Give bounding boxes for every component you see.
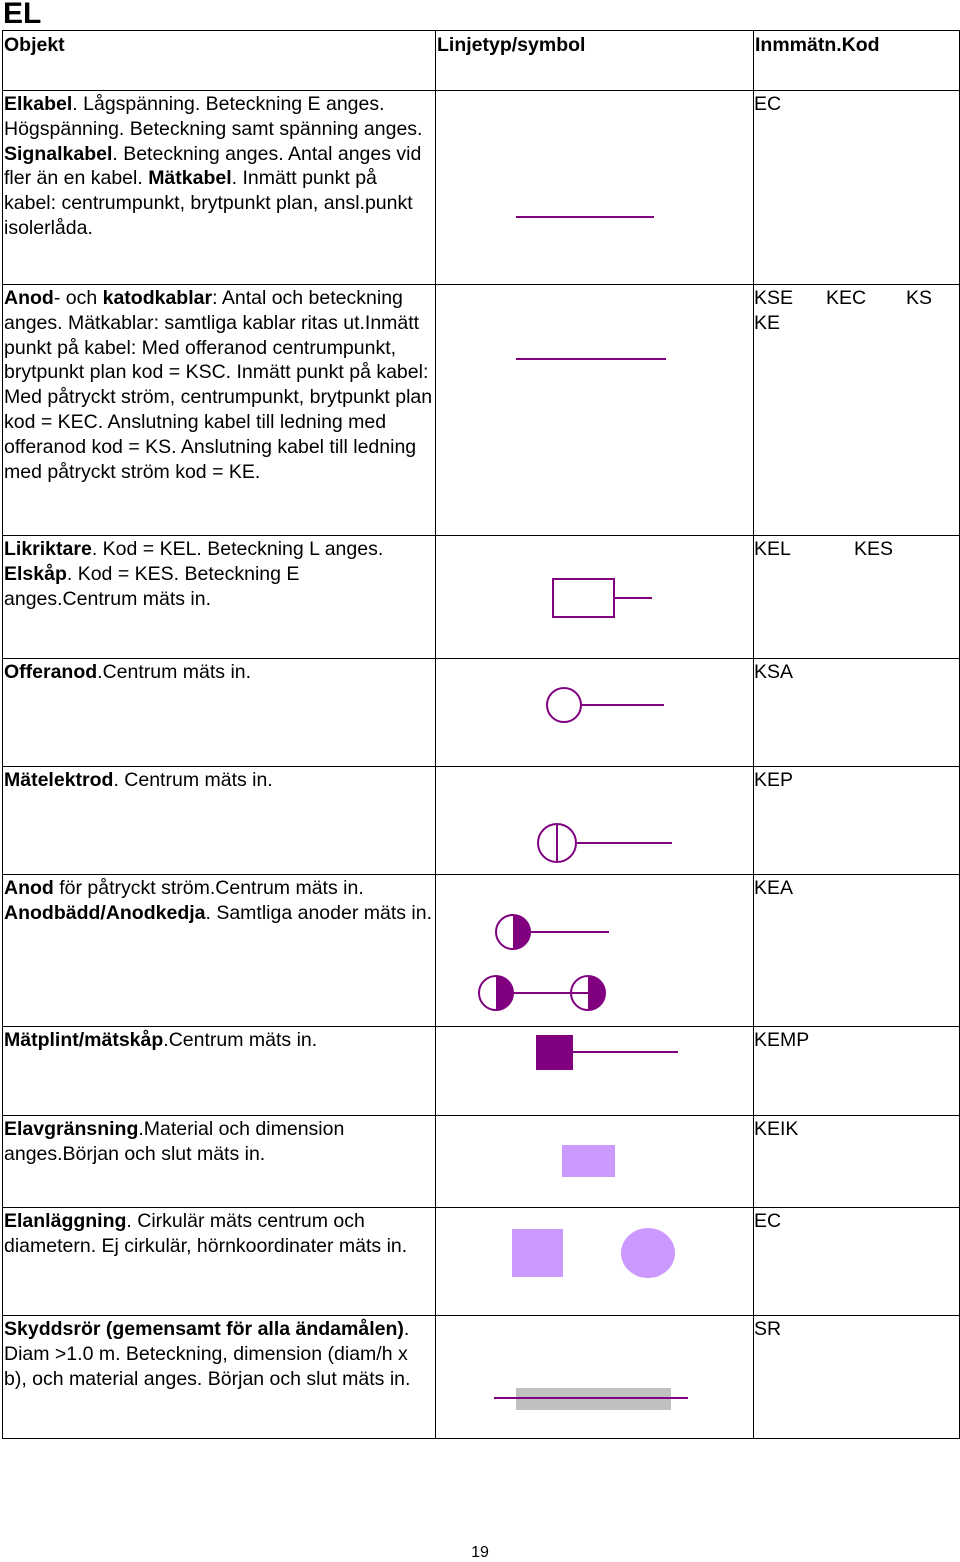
measurement-code: KS bbox=[906, 287, 933, 309]
row-matplint bbox=[3, 1027, 960, 1116]
sacrificial-anode-symbol bbox=[436, 659, 753, 767]
header-object: Objekt bbox=[3, 31, 436, 91]
anode-symbols bbox=[436, 875, 753, 1027]
measurement-code: KEL bbox=[754, 538, 791, 560]
object-name: Anod bbox=[4, 287, 54, 309]
object-name: Elskåp bbox=[4, 562, 67, 585]
symbol-cell bbox=[436, 659, 754, 767]
header-row bbox=[3, 31, 960, 91]
code-cell bbox=[754, 767, 960, 875]
electrical-boundary-symbol bbox=[436, 1116, 753, 1208]
anode-symbol bbox=[496, 915, 609, 949]
object-name: Elavgränsning bbox=[4, 1118, 139, 1140]
symbol-cell bbox=[436, 91, 754, 285]
object-description: Mätplint/mätskåp.Centrum mäts in. bbox=[3, 1027, 436, 1116]
object-name: Likriktare bbox=[4, 538, 92, 560]
row-matelektrod bbox=[3, 767, 960, 875]
object-description: Likriktare. Kod = KEL. Beteckning L anges. Elskåp. Kod = KES. Beteckning E anges.Centrum mäts in. bbox=[3, 536, 436, 659]
measurement-code: EC bbox=[754, 1210, 782, 1232]
measurement-code: KE bbox=[754, 311, 781, 334]
object-name: Anodbädd/Anodkedja bbox=[4, 901, 206, 924]
row-likriktare bbox=[3, 536, 960, 659]
row-elavgransning bbox=[3, 1116, 960, 1208]
object-name: Signalkabel bbox=[4, 142, 113, 165]
object-name: Mätplint/mätskåp bbox=[4, 1029, 164, 1051]
code-cell bbox=[754, 875, 960, 1027]
measurement-code: KES bbox=[854, 538, 894, 560]
measurement-code: KEIK bbox=[754, 1118, 799, 1140]
object-description: Mätelektrod. Centrum mäts in. bbox=[3, 767, 436, 875]
code-cell bbox=[754, 1027, 960, 1116]
measurement-code: EC bbox=[754, 93, 782, 115]
electrical-installation-symbol bbox=[436, 1208, 753, 1316]
code-cell bbox=[754, 1208, 960, 1316]
cable-line-symbol bbox=[436, 285, 753, 536]
symbol-cell bbox=[436, 767, 754, 875]
symbol-legend-table bbox=[2, 30, 960, 1439]
code-cell bbox=[754, 91, 960, 285]
symbol-cell bbox=[436, 1116, 754, 1208]
row-skyddsror bbox=[3, 1316, 960, 1439]
measurement-code: KEA bbox=[754, 877, 794, 899]
object-description: Elavgränsning.Material och dimension anges.Början och slut mäts in. bbox=[3, 1116, 436, 1208]
object-name: Skyddsrör (gemensamt för alla ändamålen) bbox=[4, 1318, 404, 1340]
symbol-cell bbox=[436, 285, 754, 536]
header-symbol: Linjetyp/symbol bbox=[436, 31, 754, 91]
code-cell bbox=[754, 659, 960, 767]
object-name: Anod bbox=[4, 877, 54, 899]
code-cell bbox=[754, 1316, 960, 1439]
object-name: katodkablar bbox=[102, 287, 213, 309]
code-cell bbox=[754, 536, 960, 659]
measurement-code: KEMP bbox=[754, 1029, 810, 1051]
measuring-electrode-symbol bbox=[436, 767, 753, 875]
measurement-code: KSA bbox=[754, 661, 794, 683]
object-description: Offeranod.Centrum mäts in. bbox=[3, 659, 436, 767]
rectifier-symbol bbox=[436, 536, 753, 659]
object-name: Elkabel bbox=[4, 93, 73, 115]
row-elanlaggning bbox=[3, 1208, 960, 1316]
code-cell bbox=[754, 1116, 960, 1208]
anode-bed-symbol bbox=[479, 976, 605, 1010]
page-number: 19 bbox=[471, 1544, 489, 1561]
object-name: Elanläggning bbox=[4, 1210, 127, 1232]
row-anod bbox=[3, 875, 960, 1027]
symbol-cell bbox=[436, 1316, 754, 1439]
object-description: Anod- och katodkablar: Antal och beteckning anges. Mätkablar: samtliga kablar ritas ut.Inmätt punkt på kabel: Med offeranod centrumpunkt, brytpunkt plan kod = KSC. Inmätt punkt på kabel: Med påtryckt ström, centrumpunkt, brytpunkt plan kod = KEC. Anslutning kabel till ledning med offeranod kod = KS. Anslutning kabel till ledning med påtryckt ström kod = KE. bbox=[3, 285, 436, 536]
measurement-code: KEC bbox=[826, 287, 867, 309]
row-offeranod bbox=[3, 659, 960, 767]
row-elkabel bbox=[3, 91, 960, 285]
cable-line-symbol bbox=[436, 91, 753, 285]
object-description: Elanläggning. Cirkulär mäts centrum och diametern. Ej cirkulär, hörnkoordinater mäts in. bbox=[3, 1208, 436, 1316]
symbol-cell bbox=[436, 536, 754, 659]
code-cell bbox=[754, 285, 960, 536]
object-description: Anod för påtryckt ström.Centrum mäts in. Anodbädd/Anodkedja. Samtliga anoder mäts in. bbox=[3, 875, 436, 1027]
object-description: Elkabel. Lågspänning. Beteckning E anges. Högspänning. Beteckning samt spänning anges. Signalkabel. Beteckning anges. Antal anges vid fler än en kabel. Mätkabel. Inmätt punkt på kabel: centrumpunkt, brytpunkt plan, ansl.punkt isolerlåda. bbox=[3, 91, 436, 285]
symbol-cell bbox=[436, 875, 754, 1027]
row-anod-katodkablar bbox=[3, 285, 960, 536]
measurement-code: KEP bbox=[754, 769, 794, 791]
object-name: Mätkabel bbox=[148, 167, 232, 190]
measurement-code: SR bbox=[754, 1318, 782, 1340]
symbol-cell bbox=[436, 1208, 754, 1316]
measurement-code: KSE bbox=[754, 287, 794, 309]
header-code: Inmmätn.Kod bbox=[754, 31, 960, 91]
object-description: Skyddsrör (gemensamt för alla ändamålen). Diam >1.0 m. Beteckning, dimension (diam/h x b), och material anges. Början och slut mäts in. bbox=[3, 1316, 436, 1439]
protective-pipe-symbol bbox=[436, 1316, 753, 1439]
object-name: Mätelektrod bbox=[4, 769, 114, 791]
measuring-cabinet-symbol bbox=[436, 1027, 753, 1116]
page-title: EL bbox=[3, 0, 42, 30]
object-name: Offeranod bbox=[4, 661, 98, 683]
symbol-cell bbox=[436, 1027, 754, 1116]
